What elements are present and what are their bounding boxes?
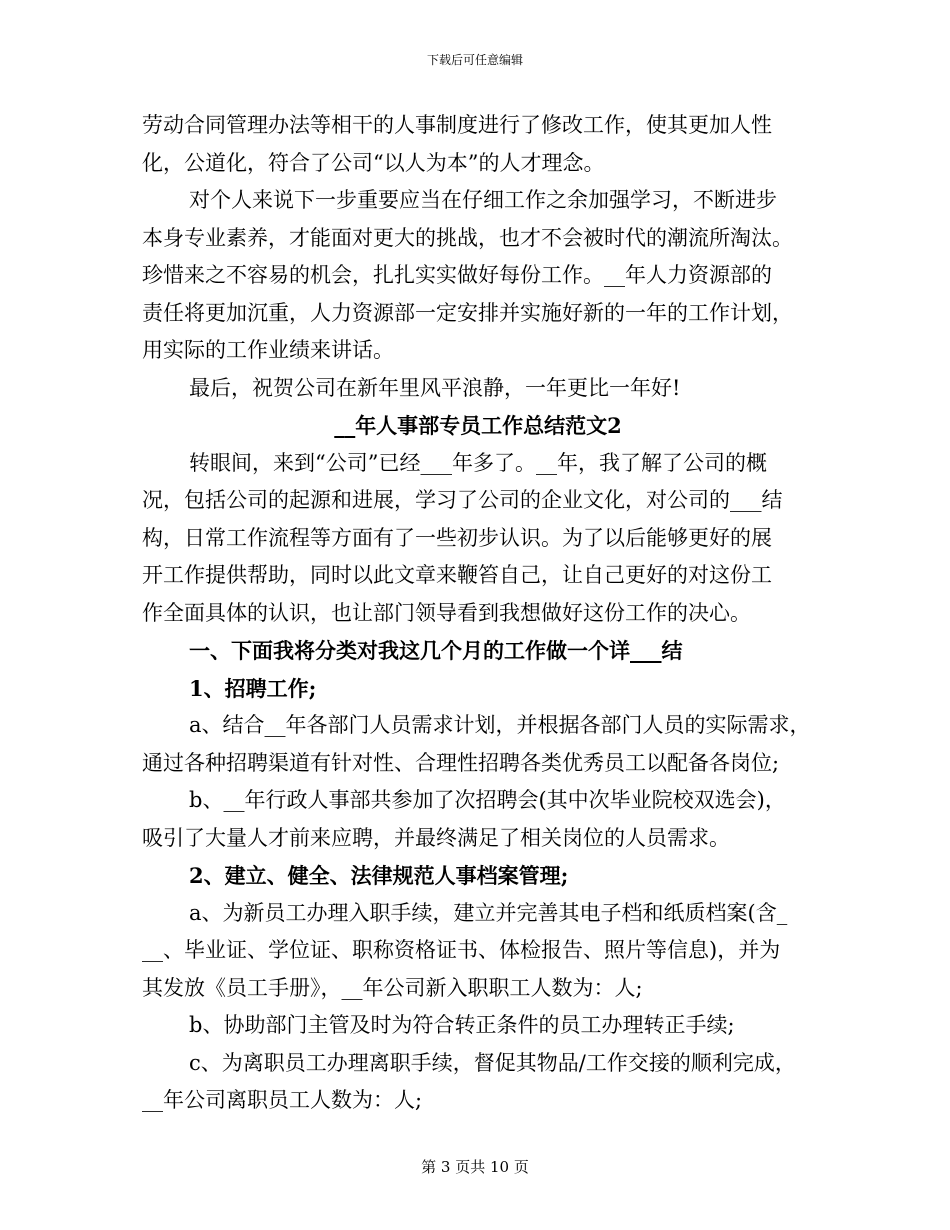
paragraph-line: __、毕业证、学位证、职称资格证书、体检报告、照片等信息)，并为 [142, 938, 781, 962]
paragraph-line: 开工作提供帮助，同时以此文章来鞭笞自己，让自己更好的对这份工 [142, 563, 772, 587]
paragraph-line: 本身专业素养，才能面对更大的挑战，也才不会被时代的潮流所淘汰。 [142, 225, 793, 250]
paragraph-line: 转眼间，来到“公司”已经___年多了。__年，我了解了公司的概 [189, 450, 767, 475]
paragraph-line: 劳动合同管理办法等相干的人事制度进行了修改工作，使其更加人性 [142, 113, 772, 137]
paragraph-line: __年公司离职员工人数为：人; [142, 1088, 423, 1112]
subsection-heading: 1、招聘工作; [189, 675, 317, 701]
document-body [142, 107, 814, 1120]
paragraph-line: 化，公道化，符合了公司“以人为本”的人才理念。 [142, 150, 605, 175]
paragraph-line: a、为新员工办理入职手续，建立并完善其电子档和纸质档案(含_ [189, 900, 788, 925]
paragraph-line: 用实际的工作业绩来讲话。 [142, 338, 394, 362]
paragraph-line: c、为离职员工办理离职手续，督促其物品/工作交接的顺利完成， [189, 1050, 796, 1075]
paragraph-line: 最后，祝贺公司在新年里风平浪静，一年更比一年好! [189, 375, 681, 400]
paragraph-line: 其发放《员工手册》，__年公司新入职职工人数为：人; [142, 975, 643, 1000]
paragraph-line: 通过各种招聘渠道有针对性、合理性招聘各类优秀员工以配备各岗位; [142, 750, 780, 775]
paragraph-line: a、结合__年各部门人员需求计划，并根据各部门人员的实际需求， [189, 713, 811, 737]
paragraph-line: b、__年行政人事部共参加了次招聘会(其中次毕业院校双选会)， [189, 788, 786, 812]
page-number: 第 3 页共 10 页 [421, 1158, 529, 1176]
paragraph-line: 吸引了大量人才前来应聘，并最终满足了相关岗位的人员需求。 [142, 825, 730, 850]
paragraph-line: b、协助部门主管及时为符合转正条件的员工办理转正手续; [189, 1013, 735, 1037]
paragraph-line: 构，日常工作流程等方面有了一些初步认识。为了以后能够更好的展 [142, 525, 772, 550]
paragraph-line: 珍惜来之不容易的机会，扎扎实实做好每份工作。__年人力资源部的 [142, 263, 772, 287]
page-header: 下载后可任意编辑 [426, 53, 523, 67]
paragraph-line: 责任将更加沉重，人力资源部一定安排并实施好新的一年的工作计划， [142, 300, 793, 325]
subsection-heading: 2、建立、健全、法律规范人事档案管理; [189, 863, 569, 888]
subsection-heading: 一、下面我将分类对我这几个月的工作做一个详___结 [189, 638, 683, 663]
paragraph-line: 作全面具体的认识，也让部门领导看到我想做好这份工作的决心。 [142, 600, 751, 625]
section-title: __年人事部专员工作总结范文2 [334, 413, 622, 438]
paragraph-line: 对个人来说下一步重要应当在仔细工作之余加强学习，不断进步 [189, 188, 777, 212]
paragraph-line: 况，包括公司的起源和进展，学习了公司的企业文化，对公司的___结 [142, 488, 783, 512]
